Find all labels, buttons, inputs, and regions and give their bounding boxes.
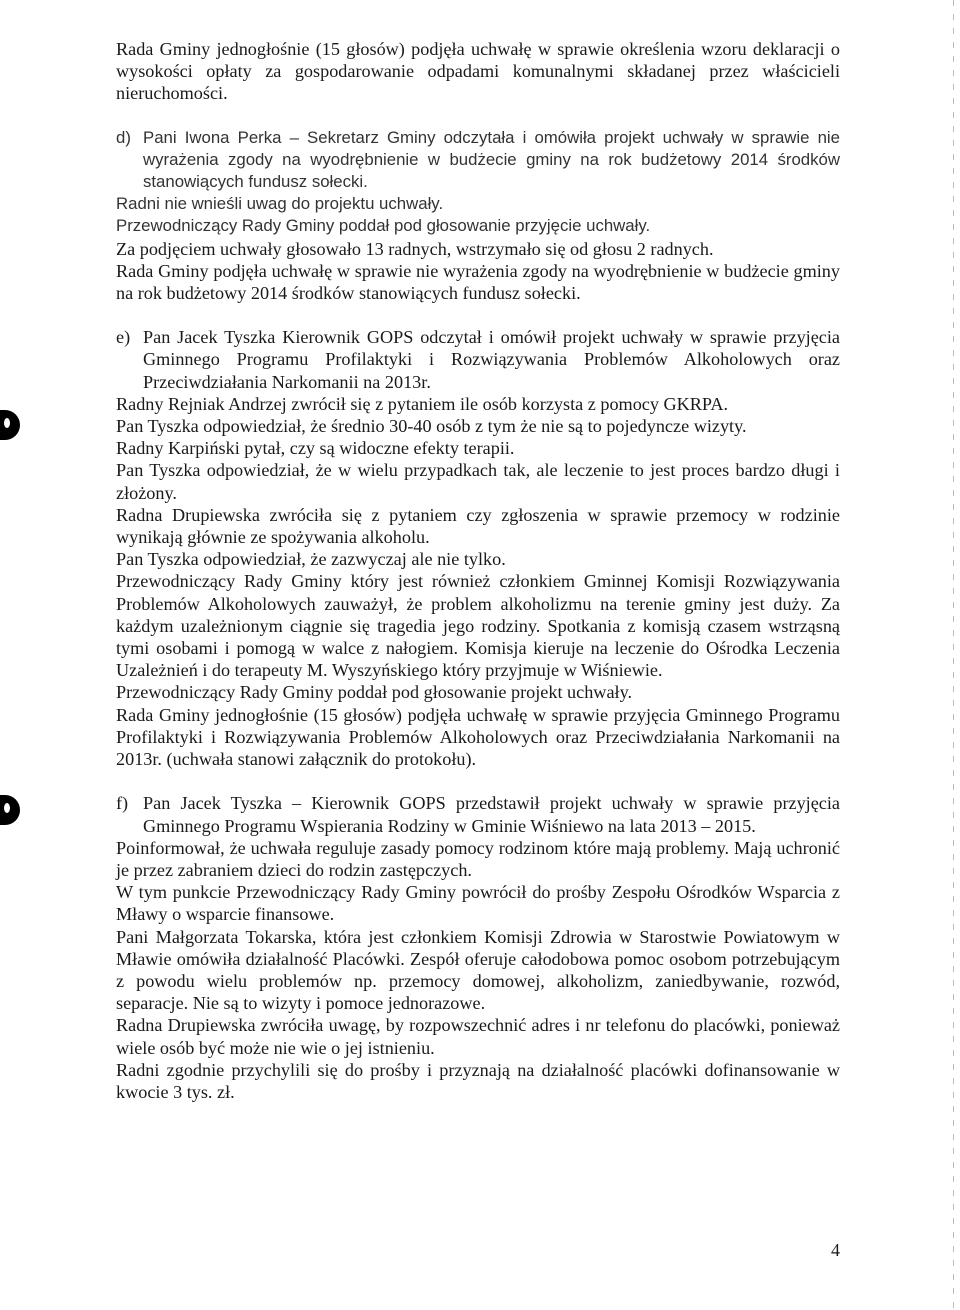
section-e-paragraph: Pan Tyszka odpowiedział, że średnio 30-40 osób z tym że nie są to pojedyncze wizyty. (116, 416, 747, 437)
section-d-paragraph: Rada Gminy podjęła uchwałę w sprawie nie wyrażenia zgody na wyodrębnienie w budżecie gminy na rok budżetowy 2014 środków stanowiących fundusz sołecki. (116, 260, 840, 304)
section-f-heading (116, 792, 840, 836)
section-f-paragraph: Poinformował, że uchwała reguluje zasady pomocy rodzinom które mają problemy. Mają uchronić je przez zabraniem dzieci do rodzin zastępczych. (116, 837, 840, 880)
section-f-paragraph: Radna Drupiewska zwróciła uwagę, by rozpowszechnić adres i nr telefonu do placówki, ponieważ wiele osób być może nie wie o jej istnieniu. (116, 1015, 840, 1058)
section-d-text: Pani Iwona Perka – Sekretarz Gminy odczytała i omówiła projekt uchwały w sprawie nie wyrażenia zgody na wyodrębnienie w budżecie gminy na rok budżetowy 2014 środków stanowiących fundusz sołecki. (143, 127, 840, 192)
section-f-paragraph: Pani Małgorzata Tokarska, która jest członkiem Komisji Zdrowia w Starostwie Powiatowym w Mławie omówiła działalność Placówki. Zespół oferuje całodobowa pomoc osobom potrzebującym z powodu wielu problemów np. przemocy domowej, alkoholizm, zaniedbywanie, rozwód, separacje. Nie są to wizyty i pomoce jednorazowe. (116, 926, 840, 1014)
section-e-heading (116, 326, 840, 393)
section-e-paragraph: Rada Gminy jednogłośnie (15 głosów) podjęła uchwałę w sprawie przyjęcia Gminnego Programu Profilaktyki i Rozwiązywania Problemów Alkoholowych oraz Przeciwdziałania Narkomanii na 2013r. (uchwała stanowi załącznik do protokołu). (116, 704, 840, 770)
section-e-paragraph: Radna Drupiewska zwróciła się z pytaniem czy zgłoszenia w sprawie przemocy w rodzinie wynikają głównie ze spożywania alkoholu. (116, 504, 840, 548)
page-number: 4 (831, 1240, 840, 1260)
section-d-paragraph: Za podjęciem uchwały głosowało 13 radnych, wstrzymało się od głosu 2 radnych. (116, 238, 714, 259)
section-e-label: e) (116, 327, 131, 348)
section-e-paragraph: Przewodniczący Rady Gminy poddał pod głosowanie projekt uchwały. (116, 682, 633, 703)
section-e-paragraph: Przewodniczący Rady Gminy który jest również członkiem Gminnej Komisji Rozwiązywania Problemów Alkoholowych zauważył, że problem alkoholizmu na terenie gminy jest duży. Za każdym uzależnionym ciągnie się tragedia jego rodziny. Spotkania z komisją czasem wstrząsną tymi osobami i pomogą w walce z nałogiem. Komisja kieruje na leczenie do Ośrodka Leczenia Uzależnień i do terapeuty M. Wyszyńskiego który przyjmuje w Wiśniewie. (116, 571, 840, 681)
section-f (116, 792, 840, 1103)
document-body (116, 38, 840, 1103)
section-e (116, 326, 840, 770)
intro-paragraph: Rada Gminy jednogłośnie (15 głosów) podjęła uchwałę w sprawie określenia wzoru deklaracji o wysokości opłaty za gospodarowanie odpadami komunalnymi składanej przez właścicieli nieruchomości. (116, 39, 840, 104)
section-f-label: f) (116, 793, 129, 814)
section-f-paragraph: Radni zgodnie przychylili się do prośby i przyznają na działalność placówki dofinansowanie w kwocie 3 tys. zł. (116, 1059, 840, 1102)
section-d-paragraph: Przewodniczący Rady Gminy poddał pod głosowanie przyjęcie uchwały. (116, 216, 651, 236)
section-f-text: Pan Jacek Tyszka – Kierownik GOPS przedstawił projekt uchwały w sprawie przyjęcia Gminnego Programu Wspierania Rodziny w Gminie Wiśniewo na lata 2013 – 2015. (143, 793, 840, 836)
section-e-text: Pan Jacek Tyszka Kierownik GOPS odczytał i omówił projekt uchwały w sprawie przyjęcia Gminnego Programu Profilaktyki i Rozwiązywania Problemów Alkoholowych oraz Przeciwdziałania Narkomanii na 2013r. (143, 327, 840, 392)
section-e-paragraph: Pan Tyszka odpowiedział, że w wielu przypadkach tak, ale leczenie to jest proces bardzo długi i złożony. (116, 460, 840, 503)
section-e-paragraph: Radny Rejniak Andrzej zwrócił się z pytaniem ile osób korzysta z pomocy GKRPA. (116, 393, 729, 414)
section-d-paragraph: Radni nie wnieśli uwag do projektu uchwały. (116, 194, 444, 214)
section-f-paragraph: W tym punkcie Przewodniczący Rady Gminy powrócił do prośby Zespołu Ośrodków Wsparcia z Mławy o wsparcie finansowe. (116, 882, 840, 925)
section-d-heading (116, 127, 840, 194)
punch-hole-mark (0, 795, 20, 825)
scan-edge-line (953, 0, 954, 1310)
section-e-paragraph: Radny Karpiński pytał, czy są widoczne efekty terapii. (116, 438, 515, 459)
section-e-paragraph: Pan Tyszka odpowiedział, że zazwyczaj ale nie tylko. (116, 549, 506, 570)
section-d-label: d) (116, 127, 131, 147)
section-d (116, 127, 840, 305)
punch-hole-mark (0, 410, 20, 440)
